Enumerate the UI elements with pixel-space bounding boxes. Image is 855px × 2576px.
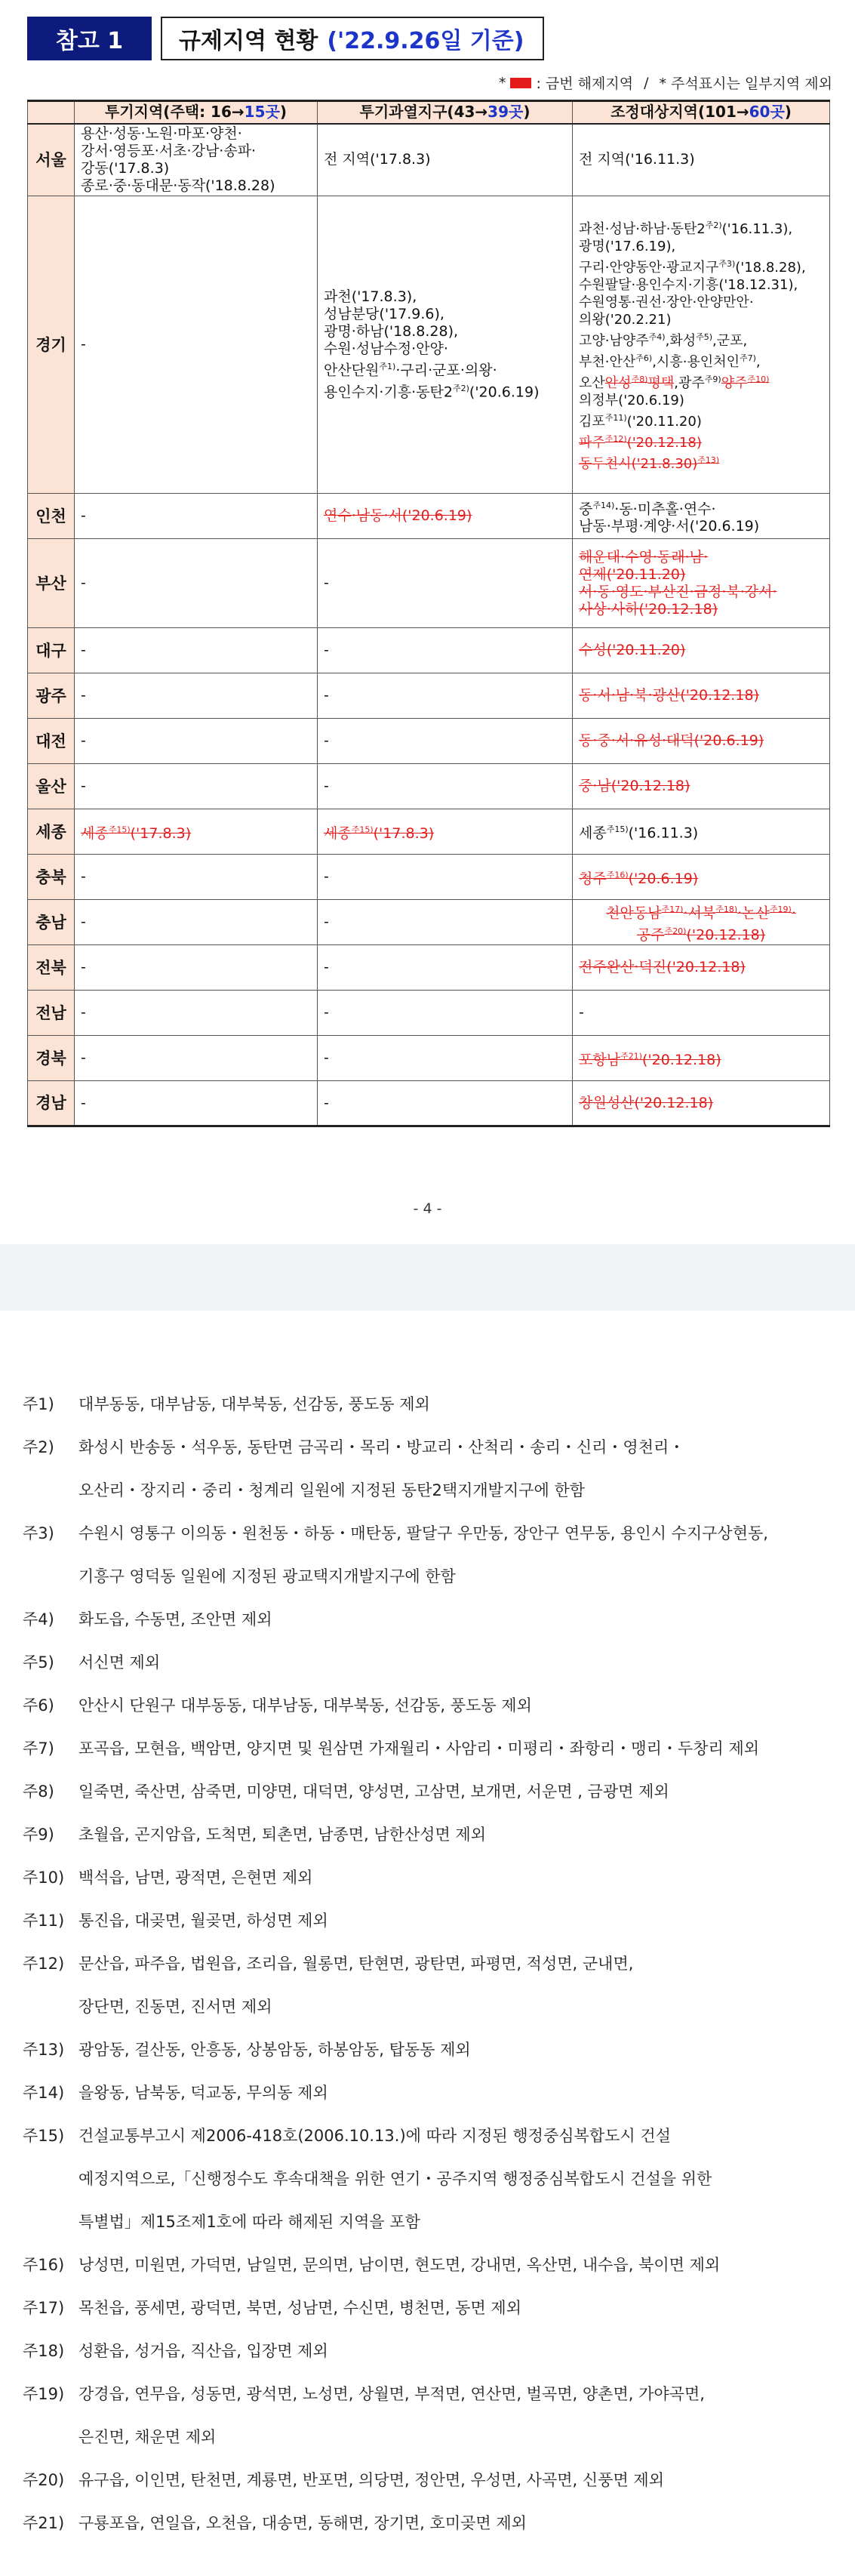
table-row <box>28 1081 830 1126</box>
footnote-line: 구룡포읍, 연일읍, 오천읍, 대송면, 동해면, 장기면, 호미곶면 제외 <box>78 2514 527 2532</box>
footnote-line: 을왕동, 남북동, 덕교동, 무의동 제외 <box>78 2084 328 2102</box>
cell-speculation: - <box>75 991 318 1036</box>
cell-speculation: - <box>75 628 318 673</box>
footnote-line: 광암동, 걸산동, 안흥동, 상봉암동, 하봉암동, 탑동동 제외 <box>78 2041 471 2059</box>
footnote-line: 목천읍, 풍세면, 광덕면, 북면, 성남면, 수신면, 병천면, 동면 제외 <box>78 2299 521 2317</box>
table-row <box>28 196 830 494</box>
footnote-text <box>78 2459 838 2502</box>
footnote-text <box>78 1684 838 1727</box>
footnote-item <box>23 2029 838 2072</box>
table-row <box>28 628 830 673</box>
footnote-label: 주7) <box>23 1739 54 1758</box>
footnote-item <box>23 1598 838 1641</box>
table-row <box>28 494 830 539</box>
table-row <box>28 945 830 991</box>
cell-overheated: - <box>318 945 573 991</box>
table-row <box>28 673 830 719</box>
region-label: 부산 <box>28 539 75 628</box>
footnote-line: 문산읍, 파주읍, 법원읍, 조리읍, 월롱면, 탄현면, 광탄면, 파평면, 적성면, 군내면, <box>78 1955 634 1973</box>
cell-adjustment: 전 지역('16.11.3) <box>573 124 830 196</box>
footnote-line: 수원시 영통구 이의동・원천동・하동・매탄동, 팔달구 우만동, 장안구 연무동, 용인시 수지구상현동, <box>78 1524 768 1542</box>
footnote-label: 주2) <box>23 1438 54 1456</box>
footnote-text <box>78 1900 838 1943</box>
footnote-item <box>23 1813 838 1857</box>
table-row <box>28 900 830 945</box>
footnote-label: 주20) <box>23 2471 65 2489</box>
cell-speculation: - <box>75 719 318 764</box>
page-title <box>161 17 544 60</box>
footnote-item <box>23 1383 838 1426</box>
table-row <box>28 539 830 628</box>
cell-overheated: - <box>318 673 573 719</box>
footnote-label: 주8) <box>23 1783 54 1801</box>
cell-speculation: - <box>75 900 318 945</box>
footnote-label: 주19) <box>23 2385 65 2403</box>
footnote-line: 유구읍, 이인면, 탄천면, 계룡면, 반포면, 의당면, 정안면, 우성면, 사곡면, 신풍면 제외 <box>78 2471 664 2489</box>
footnote-item <box>23 1770 838 1813</box>
footnote-label: 주5) <box>23 1653 54 1672</box>
cell-overheated: - <box>318 1036 573 1081</box>
footnote-item <box>23 1684 838 1727</box>
page-number: - 4 - <box>413 1200 442 1217</box>
footnote-line: 은진면, 채운면 제외 <box>78 2428 217 2446</box>
footnote-line: 낭성면, 미원면, 가덕면, 남일면, 문의면, 남이면, 현도면, 강내면, 옥산면, 내수읍, 북이면 제외 <box>78 2256 721 2274</box>
cell-speculation: - <box>75 494 318 539</box>
header-overheated-district: 투기과열지구(43→39곳) <box>318 101 573 124</box>
cell-adjustment: 동·중·서·유성·대덕('20.6.19) <box>573 719 830 764</box>
footnote-text <box>78 1641 838 1684</box>
cell-adjustment: 천안동남$^{주17)}$·서북$^{주18)}$·논산$^{주19)}$· 공주$^{주20)}$('20.12.18) <box>573 900 830 945</box>
footnote-list <box>23 1383 838 2545</box>
footnote-item <box>23 2502 838 2545</box>
cell-overheated: - <box>318 764 573 809</box>
cell-overheated: - <box>318 900 573 945</box>
cell-speculation: - <box>75 1081 318 1126</box>
cell-adjustment: 창원성산('20.12.18) <box>573 1081 830 1126</box>
footnote-item <box>23 2373 838 2459</box>
footnote-item <box>23 1512 838 1598</box>
cell-overheated: 세종$^{주15)}$('17.8.3) <box>318 809 573 855</box>
cell-adjustment: 동·서·남·북·광산('20.12.18) <box>573 673 830 719</box>
title-text: 규제지역 현황 <box>179 28 318 54</box>
footnote-text <box>78 2502 838 2545</box>
footnote-item <box>23 1727 838 1770</box>
footnote-text <box>78 1512 838 1598</box>
legend-note: * : 금번 해제지역 / * 주석표시는 일부지역 제외 <box>499 72 832 93</box>
region-label: 전북 <box>28 945 75 991</box>
table-row <box>28 719 830 764</box>
region-label: 충남 <box>28 900 75 945</box>
region-label: 세종 <box>28 809 75 855</box>
footnote-label: 주13) <box>23 2041 65 2059</box>
footnote-item <box>23 2459 838 2502</box>
footnote-item <box>23 1943 838 2029</box>
footnote-text <box>78 1770 838 1813</box>
footnote-label: 주12) <box>23 1955 65 1973</box>
footnote-label: 주10) <box>23 1869 65 1887</box>
page-2 <box>0 1311 855 2576</box>
region-label: 충북 <box>28 855 75 900</box>
footnote-line: 장단면, 진동면, 진서면 제외 <box>78 1998 272 2016</box>
footnote-label: 주9) <box>23 1826 54 1844</box>
footnote-label: 주4) <box>23 1610 54 1628</box>
footnote-item <box>23 1641 838 1684</box>
cell-adjustment: 세종$^{주15)}$('16.11.3) <box>573 809 830 855</box>
table-row <box>28 764 830 809</box>
footnote-label: 주18) <box>23 2342 65 2360</box>
red-legend-swatch <box>510 78 531 88</box>
page-gap <box>0 1244 855 1311</box>
footnote-line: 기흥구 영덕동 일원에 지정된 광교택지개발지구에 한함 <box>78 1567 456 1585</box>
footnote-line: 성환읍, 성거읍, 직산읍, 입장면 제외 <box>78 2342 328 2360</box>
footnote-label: 주1) <box>23 1395 54 1413</box>
cell-overheated: 과천('17.8.3), 성남분당('17.9.6), 광명·하남('18.8.28), 수원·성남수정·안양· 안산단원$^{주1)}$·구리·군포·의왕· 용인수지·기흥·동탄$2^{주2)}('20.6.19)$ <box>318 196 573 494</box>
region-label: 경북 <box>28 1036 75 1081</box>
footnote-line: 화도읍, 수동면, 조안면 제외 <box>78 1610 272 1628</box>
cell-adjustment: 과천·성남·하남·동탄$2^{주2)}('16.11.3)$, 광명('17.6.19), 구리·안양동안·광교지구$^{주3)}$('18.8.28), 수원팔달·용인수지·기흥('18.12.31), 수원영통·권선·장안·안양만안· 의왕('20.2.21) 고양·남양주$^{주4)}$,화성$^{주5)}$,군포, 부천·안산$^{주6)}$,시흥·용인처인$^{주7)}$, 오산안성$^{주8)}$평택,광주$^{주9)}$양주$^{주10)}$ 의정부('20.6.19) 김포$^{주11)}$('20.11.20) 파주$^{주12)}$('20.12.18) 동두천시$('21.8.30)^{주13)}$ <box>573 196 830 494</box>
legend-text: : 금번 해제지역 <box>536 75 634 92</box>
cell-speculation: 용산·성동·노원·마포·양천· 강서·영등포·서초·강남·송파· 강동('17.8.3) 종로·중·동대문·동작('18.8.28) <box>75 124 318 196</box>
footnote-label: 주6) <box>23 1696 54 1715</box>
footnote-text <box>78 2373 838 2459</box>
footnote-item <box>23 1900 838 1943</box>
footnote-label: 주17) <box>23 2299 65 2317</box>
footnote-text <box>78 1943 838 2029</box>
table-row <box>28 855 830 900</box>
table-row <box>28 991 830 1036</box>
footnote-line: 서신면 제외 <box>78 1653 161 1672</box>
footnote-text <box>78 2115 838 2244</box>
title-date: ('22.9.26일 기준) <box>327 28 524 54</box>
footnote-line: 오산리・장지리・중리・청계리 일원에 지정된 동탄2택지개발지구에 한함 <box>78 1481 586 1499</box>
region-label: 대구 <box>28 628 75 673</box>
regulation-table <box>27 100 830 1127</box>
footnote-text <box>78 1813 838 1857</box>
table-header-row <box>28 101 830 124</box>
table-row <box>28 809 830 855</box>
cell-overheated: - <box>318 628 573 673</box>
footnote-item <box>23 2072 838 2115</box>
footnote-line: 강경읍, 연무읍, 성동면, 광석면, 노성면, 상월면, 부적면, 연산면, 벌곡면, 양촌면, 가야곡면, <box>78 2385 705 2403</box>
footnote-line: 초월읍, 곤지암읍, 도척면, 퇴촌면, 남종면, 남한산성면 제외 <box>78 1826 487 1844</box>
region-label: 전남 <box>28 991 75 1036</box>
cell-adjustment: 중$^{주14)}$·동·미추홀·연수· 남동·부평·계양·서('20.6.19) <box>573 494 830 539</box>
footnote-text <box>78 2244 838 2287</box>
footnote-text <box>78 2072 838 2115</box>
cell-overheated: - <box>318 855 573 900</box>
cell-adjustment: 중·남('20.12.18) <box>573 764 830 809</box>
cell-adjustment: 포항남$^{주21)}$('20.12.18) <box>573 1036 830 1081</box>
footnote-line: 안산시 단원구 대부동동, 대부남동, 대부북동, 선감동, 풍도동 제외 <box>78 1696 532 1715</box>
region-header <box>28 101 75 124</box>
footnote-text <box>78 2029 838 2072</box>
asterisk-note: * 주석표시는 일부지역 제외 <box>659 75 832 92</box>
footnote-text <box>78 2287 838 2330</box>
cell-overheated: 연수·남동·서('20.6.19) <box>318 494 573 539</box>
footnote-line: 대부동동, 대부남동, 대부북동, 선감동, 풍도동 제외 <box>78 1395 430 1413</box>
region-label: 경남 <box>28 1081 75 1126</box>
footnote-line: 건설교통부고시 제2006-418호(2006.10.13.)에 따라 지정된 행정중심복합도시 건설 <box>78 2127 671 2145</box>
footnote-label: 주11) <box>23 1912 65 1930</box>
region-label: 대전 <box>28 719 75 764</box>
footnote-item <box>23 2287 838 2330</box>
table-row <box>28 124 830 196</box>
footnote-line: 일죽면, 죽산면, 삼죽면, 미양면, 대덕면, 양성면, 고삼면, 보개면, 서운면 , 금광면 제외 <box>78 1783 669 1801</box>
footnote-text <box>78 1727 838 1770</box>
footnote-item <box>23 1857 838 1900</box>
page-header <box>27 17 544 60</box>
footnote-item <box>23 1426 838 1512</box>
cell-speculation: - <box>75 196 318 494</box>
footnote-text <box>78 1598 838 1641</box>
region-label: 광주 <box>28 673 75 719</box>
cell-speculation: - <box>75 1036 318 1081</box>
cell-adjustment: 청주$^{주16)}$('20.6.19) <box>573 855 830 900</box>
footnote-label: 주3) <box>23 1524 54 1542</box>
region-label: 울산 <box>28 764 75 809</box>
region-label: 서울 <box>28 124 75 196</box>
footnote-text <box>78 1383 838 1426</box>
reference-tag: 참고 1 <box>27 17 152 60</box>
cell-speculation: - <box>75 945 318 991</box>
cell-speculation: - <box>75 539 318 628</box>
region-label: 인천 <box>28 494 75 539</box>
cell-speculation: - <box>75 673 318 719</box>
footnote-text <box>78 2330 838 2373</box>
footnote-item <box>23 2244 838 2287</box>
cell-overheated: 전 지역('17.8.3) <box>318 124 573 196</box>
footnote-text <box>78 1426 838 1512</box>
footnote-label: 주16) <box>23 2256 65 2274</box>
footnote-line: 화성시 반송동・석우동, 동탄면 금곡리・목리・방교리・산척리・송리・신리・영천리・ <box>78 1438 685 1456</box>
cell-speculation: 세종$^{주15)}$('17.8.3) <box>75 809 318 855</box>
cell-adjustment: 전주완산·덕진('20.12.18) <box>573 945 830 991</box>
cell-overheated: - <box>318 539 573 628</box>
page-1 <box>0 0 855 1244</box>
table-row <box>28 1036 830 1081</box>
region-label: 경기 <box>28 196 75 494</box>
footnote-line: 포곡읍, 모현읍, 백암면, 양지면 및 원삼면 가재월리・사암리・미평리・좌항리・맹리・두창리 제외 <box>78 1739 760 1758</box>
header-adjustment-area: 조정대상지역(101→60곳) <box>573 101 830 124</box>
cell-overheated: - <box>318 719 573 764</box>
footnote-item <box>23 2330 838 2373</box>
footnote-line: 특별법」제15조제1호에 따라 해제된 지역을 포함 <box>78 2213 420 2231</box>
footnote-label: 주21) <box>23 2514 65 2532</box>
footnote-label: 주14) <box>23 2084 65 2102</box>
footnote-item <box>23 2115 838 2244</box>
cell-overheated: - <box>318 991 573 1036</box>
cell-adjustment: 해운대·수영·동래·남· 연제('20.11.20) 서·동·영도·부산진·금정·북·강서· 사상·사하('20.12.18) <box>573 539 830 628</box>
footnote-line: 통진읍, 대곶면, 월곶면, 하성면 제외 <box>78 1912 328 1930</box>
cell-overheated: - <box>318 1081 573 1126</box>
cell-speculation: - <box>75 855 318 900</box>
footnote-line: 백석읍, 남면, 광적면, 은현면 제외 <box>78 1869 313 1887</box>
footnote-line: 예정지역으로,「신행정수도 후속대책을 위한 연기・공주지역 행정중심복합도시 건설을 위한 <box>78 2170 712 2188</box>
cell-speculation: - <box>75 764 318 809</box>
cell-adjustment: 수성('20.11.20) <box>573 628 830 673</box>
header-speculation-area: 투기지역(주택: 16→15곳) <box>75 101 318 124</box>
footnote-label: 주15) <box>23 2127 65 2145</box>
footnote-text <box>78 1857 838 1900</box>
cell-adjustment: - <box>573 991 830 1036</box>
legend-separator: / <box>644 74 649 91</box>
